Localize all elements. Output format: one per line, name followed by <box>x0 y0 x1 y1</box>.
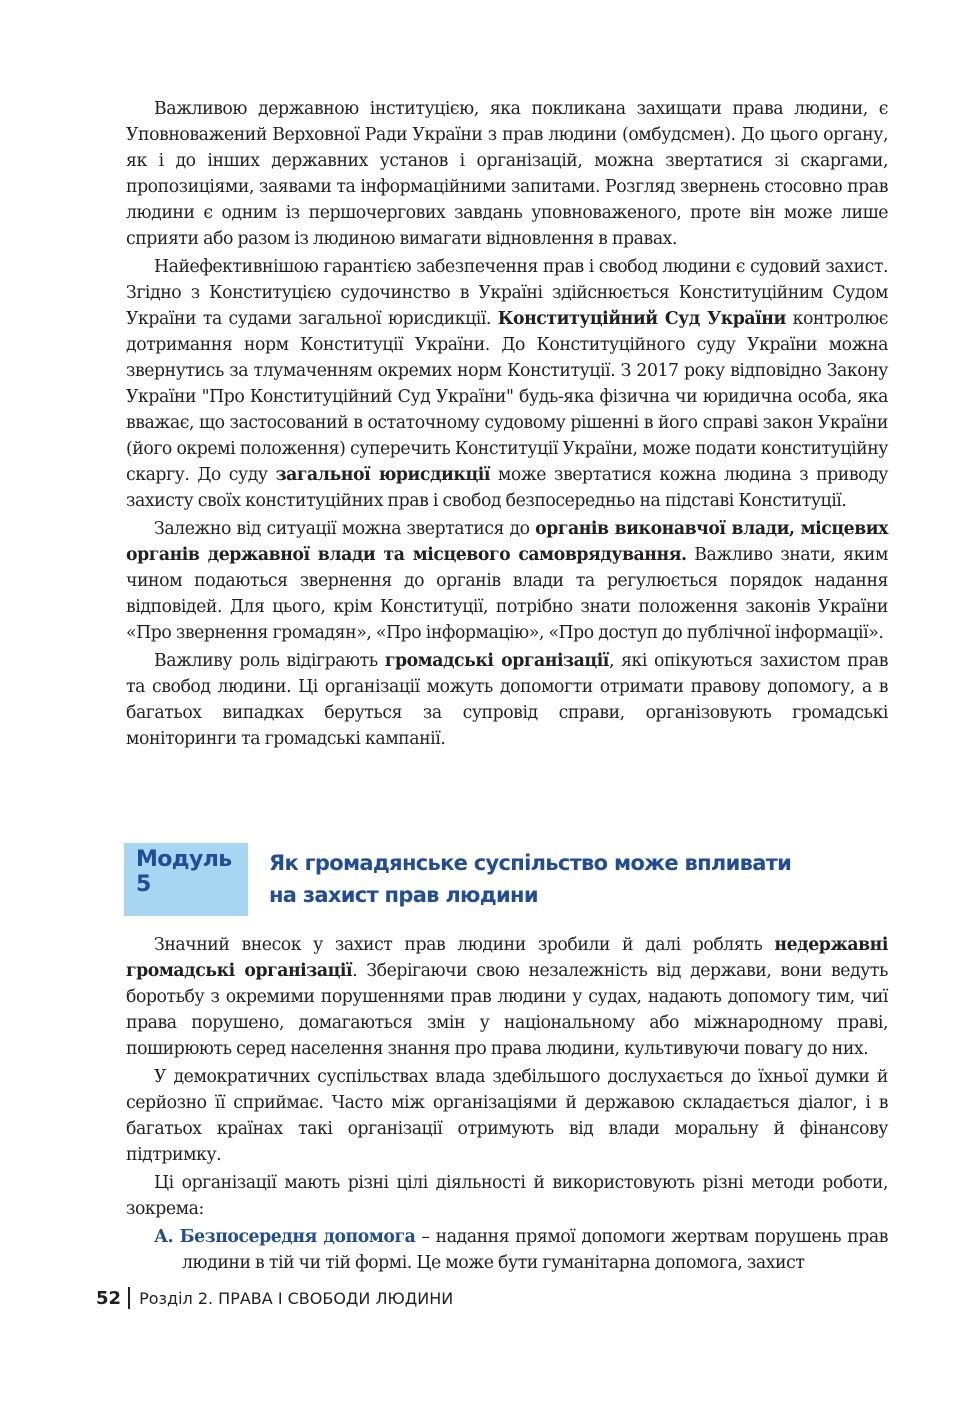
paragraph <box>126 648 888 752</box>
bold-term: Конституційний Суд України <box>497 309 786 329</box>
module-label-box <box>124 843 248 916</box>
list-item-lead: А. Безпосередня допомога <box>154 1227 416 1247</box>
paragraph-text: Залежно від ситуації можна звертатися до <box>154 519 536 539</box>
body-text-bottom <box>126 932 888 1276</box>
paragraph-text: . Зберігаючи свою незалежність від держави, вони ведуть боротьбу з окремими порушеннями прав людини у судах, надають допомогу тим, чиї права порушено, домагаються змін у національному або міжнародному праві, поширюють серед населення знання про права людини, культивуючи повагу до них. <box>126 961 888 1059</box>
paragraph-text: , які опікуються захистом прав та свобод людини. Ці організації можуть допомогти отримати правову допомогу, а в багатьох випадках беруться за супровід справи, організовують громадські моніторинги та громадські кампанії. <box>126 651 888 749</box>
paragraph-text: Важливою державною інституцією, яка покликана захищати права людини, є Уповноважений Верховної Ради України з прав людини (омбудсмен). До цього органу, як і до інших державних установ і організацій, можна звертатися зі скаргами, пропозиціями, заявами та інформаційними запитами. Розгляд звернень стосовно прав людини є одним із першочергових завдань уповноваженого, проте він може лише сприяти або разом із людиною вимагати відновлення в правах. <box>126 99 888 249</box>
paragraph-text: Важливо знати, яким чином подаються звернення до органів влади та регулюється порядок надання відповідей. Для цього, крім Конституції, потрібно знати положення законів України «Про звернення громадян», «Про інформацію», «Про доступ до публічної інформації». <box>126 545 888 643</box>
paragraph-text: Значний внесок у захист прав людини зробили й далі роблять <box>154 935 775 955</box>
list-item-text: – надання прямої допомоги жертвам порушень прав людини в тій чи тій формі. Це може бути гуманітарна допомога, захист <box>182 1227 888 1273</box>
body-text-top <box>126 96 888 754</box>
bold-term: громадські організації <box>384 651 609 671</box>
paragraph <box>126 1170 888 1222</box>
module-title-line-1: Як громадянське суспільство може впливати <box>269 851 792 875</box>
page-footer <box>96 1284 453 1312</box>
paragraph-text: Ці організації мають різні цілі діяльності й використовують різні методи роботи, зокрема: <box>126 1173 888 1219</box>
page-number: 52 <box>96 1287 122 1309</box>
paragraph <box>126 254 888 514</box>
module-heading <box>124 843 824 919</box>
module-label: Модуль 5 <box>136 847 232 897</box>
paragraph-text: контролює дотримання норм Конституції України. До Конституційного суду України можна звернутись за тлумаченням окремих норм Конституції. З 2017 року відповідно Закону України "Про Конституційний Суд України" будь-яка фізична чи юридична особа, яка вважає, що застосований в остаточному судовому рішенні в його справі закон України (його окремі положення) суперечить Конституції України, може подати конституційну скаргу. До суду <box>126 309 888 485</box>
paragraph-text: може звертатися кожна людина з приводу захисту своїх конституційних прав і свобод безпосередньо на підставі Конституції. <box>126 465 888 511</box>
paragraph <box>126 1064 888 1168</box>
paragraph <box>126 96 888 252</box>
bold-term: недержавні громадські організації <box>126 935 888 981</box>
bold-term: органів виконавчої влади, місцевих органів державної влади та місцевого самоврядування. <box>126 519 888 565</box>
paragraph <box>126 516 888 646</box>
module-title <box>269 847 829 911</box>
list-item <box>126 1224 888 1276</box>
paragraph-text: Найефективнішою гарантією забезпечення прав і свобод людини є судовий захист. Згідно з Конституцією судочинство в Україні здійснюється Конституційним Судом України та судами загальної юрисдикції. <box>126 257 888 329</box>
bold-term: загальної юрисдикції <box>275 465 490 485</box>
module-title-line-2: на захист прав людини <box>269 883 538 907</box>
paragraph-text: У демократичних суспільствах влада здебільшого дослухається до їхньої думки й серйозно її сприймає. Часто між організаціями й державою складається діалог, і в багатьох країнах такі організації отримують від влади моральну й фінансову підтримку. <box>126 1067 888 1165</box>
section-title: Розділ 2. ПРАВА І СВОБОДИ ЛЮДИНИ <box>139 1288 454 1308</box>
paragraph-text: Важливу роль відіграють <box>154 651 385 671</box>
footer-divider <box>128 1287 130 1309</box>
paragraph <box>126 932 888 1062</box>
